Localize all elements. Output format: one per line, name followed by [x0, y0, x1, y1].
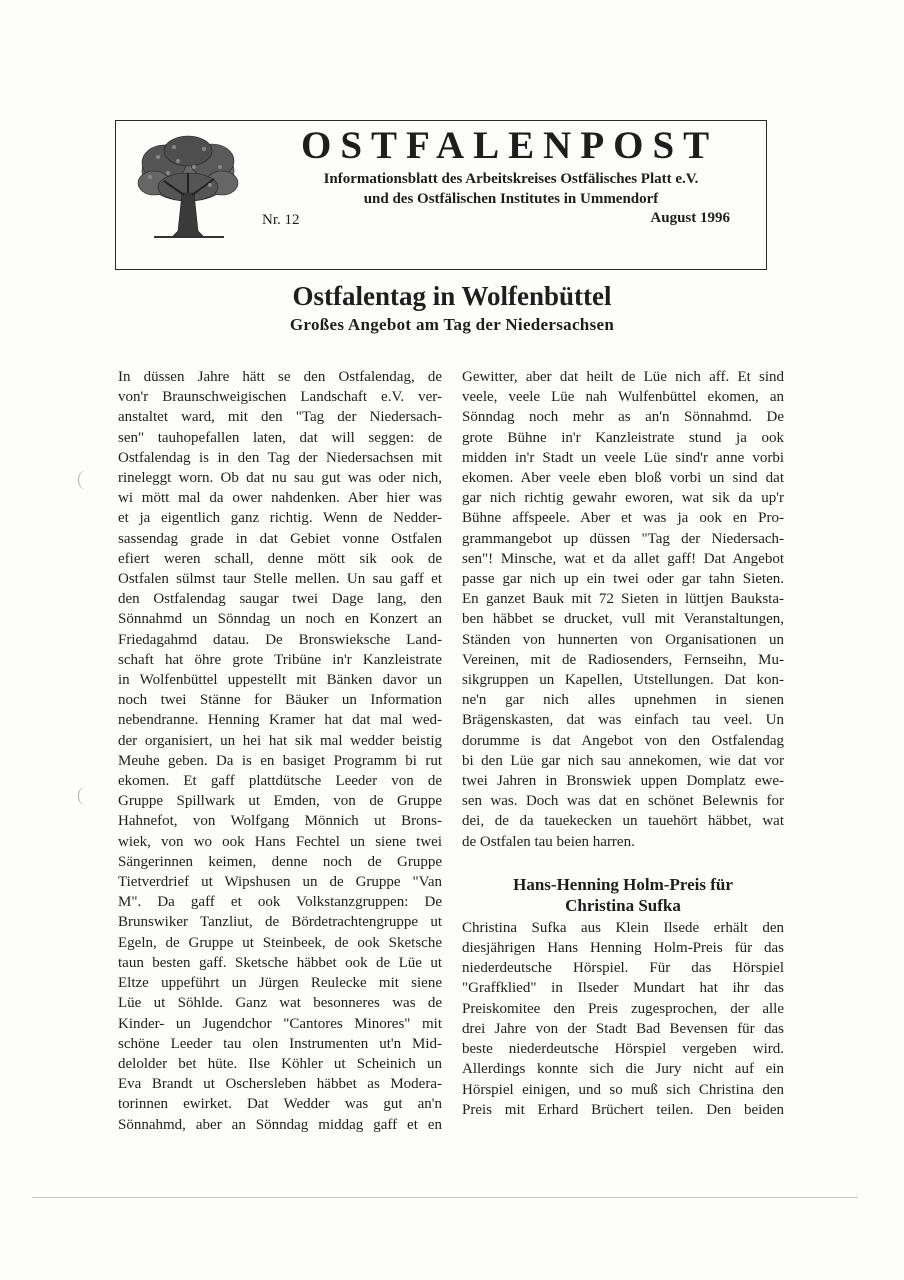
- page-bottom-rule: [32, 1197, 858, 1198]
- text-line: veele, veele Lüe nah Wulfenbüttel ekomen, an: [462, 389, 784, 406]
- masthead: [115, 120, 767, 270]
- text-line: Lüe ut Söhlde. Ganz wat besonneres was de: [118, 995, 442, 1012]
- text-line: Ständen von hunnerten von Organisationen un: [462, 631, 784, 648]
- text-line: sen was. Doch was dat en schönet Belewnis for: [462, 793, 784, 810]
- text-line: Egeln, de Gruppe ut Steinbeek, de ook Sketsche: [118, 934, 442, 951]
- text-line: de Ostfalen tau beien harren.: [462, 833, 635, 850]
- text-line: Christina Sufka aus Klein Ilsede erhält den: [462, 919, 784, 936]
- article-subheadline: Großes Angebot am Tag der Niedersachsen: [289, 315, 615, 334]
- masthead-subtitle-line: und des Ostfälischen Institutes in Ummendorf: [363, 191, 659, 207]
- text-line: efiert weren schall, denne mött sik ook de: [118, 550, 442, 567]
- text-line: twei Jahren in Bronswiek uppen Domplatz ewe-: [462, 773, 784, 790]
- text-line: Sängerinnen keimen, denne noch de Gruppe: [118, 853, 442, 870]
- text-line: dorumme is dat Angebot von den Ostfalendag: [462, 732, 784, 749]
- issue-number: Nr. 12: [262, 212, 300, 228]
- issue-date: August 1996: [650, 210, 730, 226]
- prize-heading-line: Hans-Henning Holm-Preis für: [513, 874, 733, 894]
- text-line: bi den Lüe gar nich sau annekomen, wie dat vor: [462, 752, 784, 769]
- article-continuation: [462, 367, 784, 852]
- text-line: schöne Leeder tau olen Instrumenten ut'n Mid-: [118, 1035, 442, 1052]
- text-line: Eva Brandt ut Oschersleben häbbet as Modera-: [118, 1076, 442, 1093]
- text-line: Eltze uppeführt un Jürgen Reulecke mit siene: [118, 975, 442, 992]
- text-line: taun besten gaff. Sketsche häbbet ook de Lüe ut: [118, 954, 442, 971]
- text-line: Vereinen, mit de Radiosenders, Fernseihn, Mu-: [462, 651, 784, 668]
- text-line: Friedagahmd datau. De Bronswieksche Land-: [118, 631, 442, 648]
- text-line: Sönnahmd, aber an Sönndag middag gaff et en: [118, 1116, 442, 1133]
- punch-hole-mark: [78, 786, 95, 806]
- text-line: Sönnahmd un Sönndag un noch en Konzert an: [118, 611, 442, 628]
- prize-heading-line: Christina Sufka: [565, 895, 681, 915]
- text-line: in Wolfenbüttel uppestellt mit Bänken davor un: [118, 672, 442, 689]
- text-line: Kinder- un Jugendchor "Cantores Minores" mit: [118, 1015, 442, 1032]
- text-line: dei, de da tauekecken un tauehört häbbet, wat: [462, 813, 784, 830]
- text-line: ekomen. Aber veele eben bloß vorbi un sind dat: [462, 470, 784, 487]
- text-line: sen"! Minsche, wat et da allet gaff! Dat Angebot: [462, 550, 784, 567]
- text-line: En ganzet Bauk mit 72 Sieten in lüttjen Bauksta-: [462, 591, 784, 608]
- text-line: et ja eigentlich ganz richtig. Wenn de Nedder-: [118, 510, 442, 527]
- text-line: Hahnefot, von Wolfgang Mönnich ut Brons-: [118, 813, 442, 830]
- text-line: midden in'r Stadt un veele Lüe sind'r anne vorbi: [462, 449, 784, 466]
- punch-hole-mark: [78, 470, 95, 490]
- text-line: grote Bühne in'r Kanzleistrate stund ja ook: [462, 429, 784, 446]
- prize-heading: [462, 874, 784, 916]
- text-line: Brunswiker Tanzliut, de Bördetrachtengruppe ut: [118, 914, 442, 931]
- text-line: ne'n gar nich alles upnehmen in sienen: [462, 692, 784, 709]
- text-line: Hörspiel einigen, und so muß sich Christina den: [462, 1081, 784, 1098]
- text-line: gar nich richtig gewahr eworen, wat sik da up'r: [462, 490, 784, 507]
- text-line: sassendag grade in dat Gebiet vonne Ostfalen: [118, 530, 442, 547]
- text-line: torinnen ewirket. Dat Wedder was gut an'n: [118, 1096, 442, 1113]
- text-line: Allerdings konnte sich die Jury nicht auf ein: [462, 1061, 784, 1078]
- text-line: In düssen Jahre hätt se den Ostfalendag, de: [118, 369, 442, 385]
- text-line: sen" tauhopefallen laten, dat will seggen: de: [118, 429, 442, 446]
- text-line: Preis mit Erhard Brüchert teilen. Den beiden: [462, 1101, 784, 1118]
- text-line: M". Da gaff et ook Volkstanzgruppen: De: [118, 894, 442, 911]
- article-headline: Ostfalentag in Wolfenbüttel: [292, 281, 612, 311]
- prize-body: [462, 918, 784, 1120]
- text-line: diesjährigen Hans Henning Holm-Preis für das: [462, 940, 784, 957]
- text-line: wiek, von wo ook Hans Fechtel un siene twei: [118, 833, 442, 850]
- text-line: drei Jahre von der Stadt Bad Bevensen für das: [462, 1020, 784, 1037]
- oak-tree-logo: [134, 133, 242, 239]
- masthead-subtitle-line: Informationsblatt des Arbeitskreises Ostfälisches Platt e.V.: [323, 171, 699, 187]
- text-line: niederdeutsche Hörspiel. Für das Hörspiel: [462, 960, 784, 977]
- masthead-subtitle: [256, 169, 766, 209]
- text-line: den Ostfalendag saugar twei Dage lang, den: [118, 591, 442, 608]
- text-line: Gruppe Spillwark ut Emden, von de Gruppe: [118, 793, 442, 810]
- text-line: rineleggt worn. Ob dat nu sau gut was oder nich,: [118, 470, 442, 487]
- text-line: wi mött mal da ower nahdenken. Aber hier was: [118, 490, 442, 507]
- text-line: schaft hat öhre grote Tribüne in'r Kanzleistrate: [118, 651, 442, 668]
- text-line: passe gar nich up ein twei oder gar tahn Sieten.: [462, 571, 784, 588]
- text-line: Sönndag noch mehr as an'n Sönnahmd. De: [462, 409, 784, 426]
- text-line: anstaltet ward, mit den "Tag der Niedersach-: [118, 409, 442, 426]
- text-line: "Graffklied" in Ilseder Mundart hat ihr das: [462, 980, 784, 997]
- text-line: von'r Braunschweigischen Landschaft e.V. ver-: [118, 389, 442, 406]
- text-line: nebendranne. Henning Kramer hat dat mal wed-: [118, 712, 442, 729]
- text-line: noch twei Stänne for Bäuker un Information: [118, 692, 442, 709]
- text-line: grammangebot up düssen "Tag der Niedersach-: [462, 530, 784, 547]
- text-line: Ostfalendag is in den Tag der Niedersachsen mit: [118, 449, 442, 466]
- article-column-right: [462, 367, 784, 1120]
- text-line: delolder bet hüte. Ilse Köhler ut Scheinich un: [118, 1055, 442, 1072]
- text-line: beste niederdeutsche Hörspiel vergeben wird.: [462, 1041, 784, 1058]
- text-line: Meuhe geben. Da is en basiget Programm bi rut: [118, 752, 442, 769]
- text-line: Tietverdrief ut Wipshusen un de Gruppe "Van: [118, 874, 442, 891]
- text-line: ben häbbet se drucket, vull mit Veranstaltungen,: [462, 611, 784, 628]
- text-line: Gewitter, aber dat heilt de Lüe nich aff. Et sind: [462, 369, 784, 385]
- article-column-left: [118, 367, 442, 1135]
- text-line: ekomen. Et gaff plattdütsche Leeder von de: [118, 773, 442, 790]
- text-line: sikgruppen un Kapellen, Utstellungen. Dat kon-: [462, 672, 784, 689]
- newsletter-title: OSTFALENPOST: [301, 124, 719, 167]
- text-line: Bühne affspeele. Aber et was ja ook en Pro-: [462, 510, 784, 527]
- text-line: Brägenskasten, dat was einfach tau veel. Un: [462, 712, 784, 729]
- text-line: der organisiert, un hei hat sik mal wedder beistig: [118, 732, 442, 749]
- text-line: Preiskomitee den Preis zugesprochen, der alle: [462, 1000, 784, 1017]
- text-line: Ostfalen sülmst taur Stelle mellen. Un sau gaff et: [118, 571, 442, 588]
